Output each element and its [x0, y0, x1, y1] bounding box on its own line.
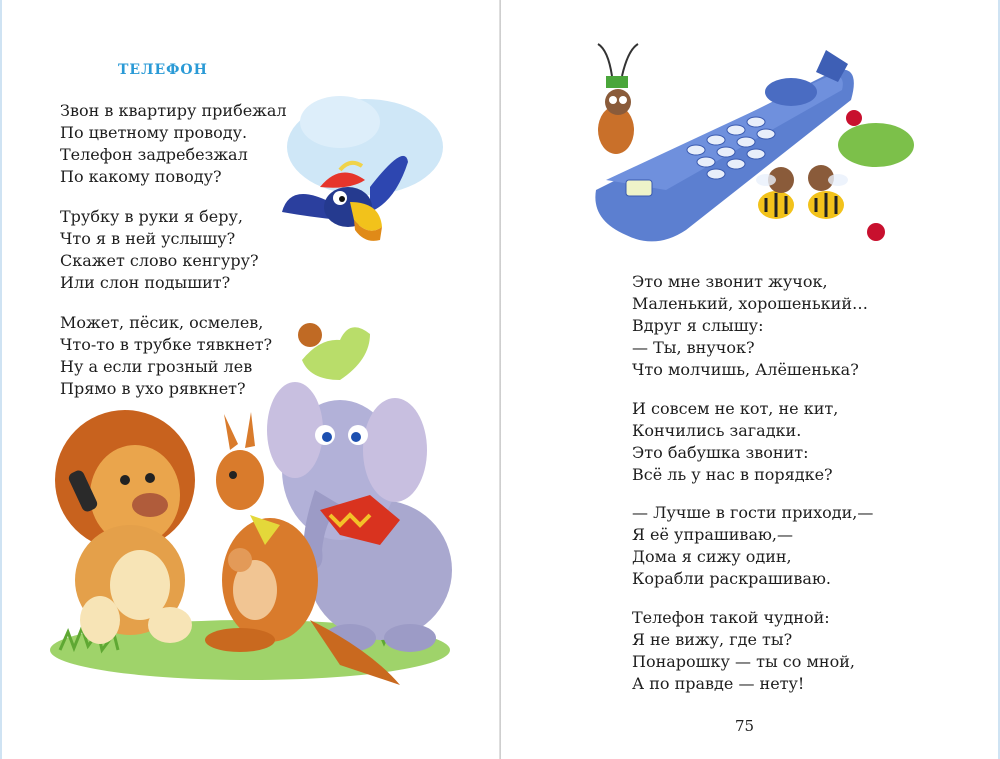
- poem-line: Всё ль у нас в порядке?: [632, 465, 833, 484]
- beetle: [598, 44, 638, 154]
- poem-line: Понарошку — ты со мной,: [632, 652, 855, 671]
- lion: [55, 410, 195, 644]
- poem-line: Телефон такой чудной:: [632, 608, 830, 627]
- page-number: 75: [735, 717, 755, 735]
- stanza: [60, 206, 259, 294]
- phone-illustration: [576, 30, 921, 260]
- poem-line: Или слон подышит?: [60, 273, 231, 292]
- poem-line: А по правде — нету!: [632, 674, 805, 693]
- stanza: [60, 100, 287, 188]
- page-edge: [0, 0, 2, 759]
- poem-line: По цветному проводу.: [60, 123, 248, 142]
- poem-line: Что молчишь, Алёшенька?: [632, 360, 859, 379]
- poem-line: По какому поводу?: [60, 167, 222, 186]
- bees: [756, 165, 848, 219]
- poem-line: Вдруг я слышу:: [632, 316, 764, 335]
- poem-line: Может, пёсик, осмелев,: [60, 313, 264, 332]
- poem-line: Маленький, хорошенький…: [632, 294, 869, 313]
- poem-line: Скажет слово кенгуру?: [60, 251, 259, 270]
- poem-line: Я не вижу, где ты?: [632, 630, 793, 649]
- poem-line: И совсем не кот, не кит,: [632, 399, 839, 418]
- stanza: [632, 271, 868, 381]
- poem-line: Прямо в ухо рявкнет?: [60, 379, 246, 398]
- poem-line: — Лучше в гости приходи,—: [632, 503, 874, 522]
- poem-line: Что я в ней услышу?: [60, 229, 236, 248]
- poem-line: — Ты, внучок?: [632, 338, 755, 357]
- poem-line: Дома я сижу один,: [632, 547, 792, 566]
- poem-line: Звон в квартиру прибежал: [60, 101, 287, 120]
- poem-line: Ну а если грозный лев: [60, 357, 253, 376]
- stanza: [632, 607, 855, 695]
- stanza: [632, 398, 838, 486]
- animals-illustration: [40, 320, 480, 700]
- right-page: [501, 0, 1000, 759]
- poem-line: Это бабушка звонит:: [632, 443, 809, 462]
- poem-line: Это мне звонит жучок,: [632, 272, 828, 291]
- poem-title: ТЕЛЕФОН: [118, 62, 208, 78]
- bird-illustration: [270, 62, 445, 262]
- poem-line: Корабли раскрашиваю.: [632, 569, 831, 588]
- poem-line: Я её упрашиваю,—: [632, 525, 793, 544]
- poem-line: Трубку в руки я беру,: [60, 207, 243, 226]
- poem-line: Телефон задребезжал: [60, 145, 248, 164]
- stanza: [632, 502, 873, 590]
- poem-line: Что-то в трубке тявкнет?: [60, 335, 273, 354]
- poem-line: Кончились загадки.: [632, 421, 802, 440]
